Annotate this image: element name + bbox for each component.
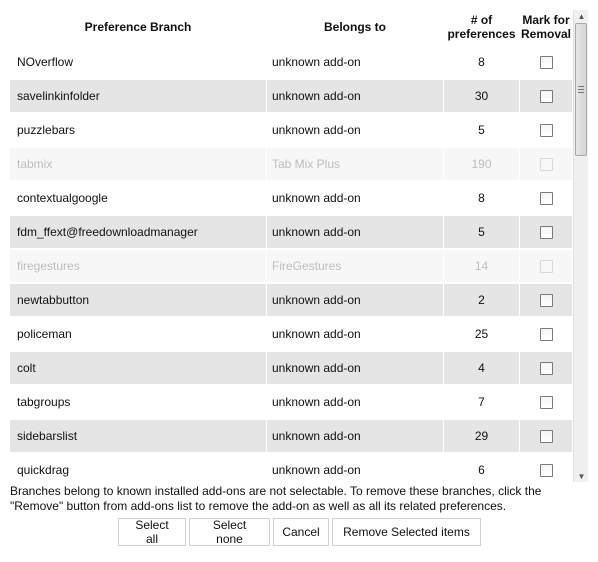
- preference-branch-cell: puzzlebars: [17, 123, 76, 137]
- table-row[interactable]: [10, 386, 572, 418]
- belongs-to-cell: unknown add-on: [272, 55, 361, 69]
- preference-branch-cell: tabgroups: [17, 395, 71, 409]
- mark-for-removal-checkbox[interactable]: [540, 294, 553, 307]
- remove-selected-button[interactable]: Remove Selected items: [332, 518, 481, 546]
- mark-for-removal-checkbox[interactable]: [540, 56, 553, 69]
- table-row: [10, 250, 572, 282]
- preference-count-cell: 190: [444, 148, 519, 180]
- column-header-mark-for-removal: [520, 10, 572, 44]
- preference-count-cell: 8: [478, 55, 485, 69]
- preference-count-cell: 2: [444, 284, 519, 316]
- mark-for-removal-checkbox[interactable]: [540, 362, 553, 375]
- mark-header-line2: Removal: [520, 27, 572, 41]
- mark-for-removal-checkbox[interactable]: [540, 396, 553, 409]
- table-header: [10, 10, 572, 44]
- column-header-preference-branch: Preference Branch: [84, 20, 192, 34]
- scrollbar-grip-icon: [578, 86, 584, 93]
- mark-for-removal-checkbox[interactable]: [540, 192, 553, 205]
- mark-for-removal-checkbox[interactable]: [540, 464, 553, 477]
- table-row[interactable]: [10, 46, 572, 78]
- belongs-to-cell: unknown add-on: [272, 327, 361, 341]
- scroll-down-arrow-icon[interactable]: ▼: [577, 471, 586, 481]
- mark-for-removal-cell: [520, 114, 572, 146]
- mark-for-removal-cell: [520, 420, 572, 452]
- column-header-preference-count: [444, 10, 519, 44]
- preference-branch-cell: fdm_ffext@freedownloadmanager: [10, 216, 266, 248]
- preference-branch-cell: savelinkinfolder: [10, 80, 266, 112]
- mark-for-removal-cell: [520, 454, 572, 482]
- belongs-to-cell: Tab Mix Plus: [267, 148, 443, 180]
- preference-branch-cell: colt: [10, 352, 266, 384]
- vertical-scrollbar[interactable]: [573, 10, 588, 482]
- mark-for-removal-checkbox[interactable]: [540, 90, 553, 103]
- count-header-line2: preferences: [447, 27, 516, 41]
- mark-header-line1: Mark for: [522, 13, 570, 27]
- mark-for-removal-cell: [520, 386, 572, 418]
- preference-count-cell: 5: [444, 216, 519, 248]
- scrollbar-thumb[interactable]: [575, 23, 587, 156]
- table-row[interactable]: [10, 80, 572, 112]
- mark-for-removal-cell: [520, 250, 572, 282]
- mark-for-removal-checkbox: [540, 158, 553, 171]
- belongs-to-cell: unknown add-on: [267, 80, 443, 112]
- preference-branch-cell: sidebarslist: [10, 420, 266, 452]
- table-row[interactable]: [10, 352, 572, 384]
- mark-for-removal-cell: [520, 284, 572, 316]
- table-row: [10, 148, 572, 180]
- belongs-to-cell: unknown add-on: [272, 395, 361, 409]
- mark-for-removal-cell: [520, 216, 572, 248]
- table-row[interactable]: [10, 318, 572, 350]
- mark-for-removal-cell: [520, 46, 572, 78]
- count-header-line1: # of: [470, 13, 493, 27]
- scroll-up-arrow-icon[interactable]: ▲: [577, 11, 586, 21]
- table-row[interactable]: [10, 182, 572, 214]
- preference-branch-cell: NOverflow: [17, 55, 74, 69]
- table-row[interactable]: [10, 284, 572, 316]
- preference-branch-cell: policeman: [17, 327, 72, 341]
- mark-for-removal-cell: [520, 352, 572, 384]
- belongs-to-cell: unknown add-on: [267, 284, 443, 316]
- preference-count-cell: 29: [444, 420, 519, 452]
- preference-count-cell: 14: [444, 250, 519, 282]
- mark-for-removal-cell: [520, 148, 572, 180]
- belongs-to-cell: unknown add-on: [267, 216, 443, 248]
- mark-for-removal-checkbox[interactable]: [540, 124, 553, 137]
- mark-for-removal-checkbox[interactable]: [540, 430, 553, 443]
- preference-count-cell: 7: [478, 395, 485, 409]
- preferences-table: [10, 10, 588, 482]
- table-row[interactable]: [10, 420, 572, 452]
- preference-count-cell: 6: [478, 463, 485, 477]
- mark-for-removal-checkbox[interactable]: [540, 226, 553, 239]
- preference-branch-cell: newtabbutton: [10, 284, 266, 316]
- select-none-button[interactable]: Select none: [189, 518, 270, 546]
- belongs-to-cell: unknown add-on: [267, 420, 443, 452]
- mark-for-removal-cell: [520, 318, 572, 350]
- table-row[interactable]: [10, 216, 572, 248]
- belongs-to-cell: unknown add-on: [272, 191, 361, 205]
- mark-for-removal-checkbox[interactable]: [540, 328, 553, 341]
- info-note: Branches belong to known installed add-ons are not selectable. To remove these branches, click the "Remove" button from add-ons list to remove the add-on as well as all its related preferences.: [10, 484, 542, 513]
- preference-branch-cell: quickdrag: [17, 463, 70, 477]
- mark-for-removal-checkbox: [540, 260, 553, 273]
- preference-count-cell: 25: [474, 327, 489, 341]
- preference-branch-cell: contextualgoogle: [17, 191, 108, 205]
- belongs-to-cell: FireGestures: [267, 250, 443, 282]
- belongs-to-cell: unknown add-on: [272, 123, 361, 137]
- mark-for-removal-cell: [520, 80, 572, 112]
- table-row[interactable]: [10, 454, 572, 482]
- select-all-button[interactable]: Select all: [118, 518, 186, 546]
- table-row[interactable]: [10, 114, 572, 146]
- belongs-to-cell: unknown add-on: [267, 352, 443, 384]
- preference-count-cell: 4: [444, 352, 519, 384]
- preference-branch-cell: tabmix: [10, 148, 266, 180]
- belongs-to-cell: unknown add-on: [272, 463, 361, 477]
- preference-count-cell: 30: [444, 80, 519, 112]
- preference-branch-cell: firegestures: [10, 250, 266, 282]
- cancel-button[interactable]: Cancel: [273, 518, 329, 546]
- preference-count-cell: 8: [478, 191, 485, 205]
- preference-count-cell: 5: [478, 123, 485, 137]
- mark-for-removal-cell: [520, 182, 572, 214]
- column-header-belongs-to: Belongs to: [324, 20, 386, 34]
